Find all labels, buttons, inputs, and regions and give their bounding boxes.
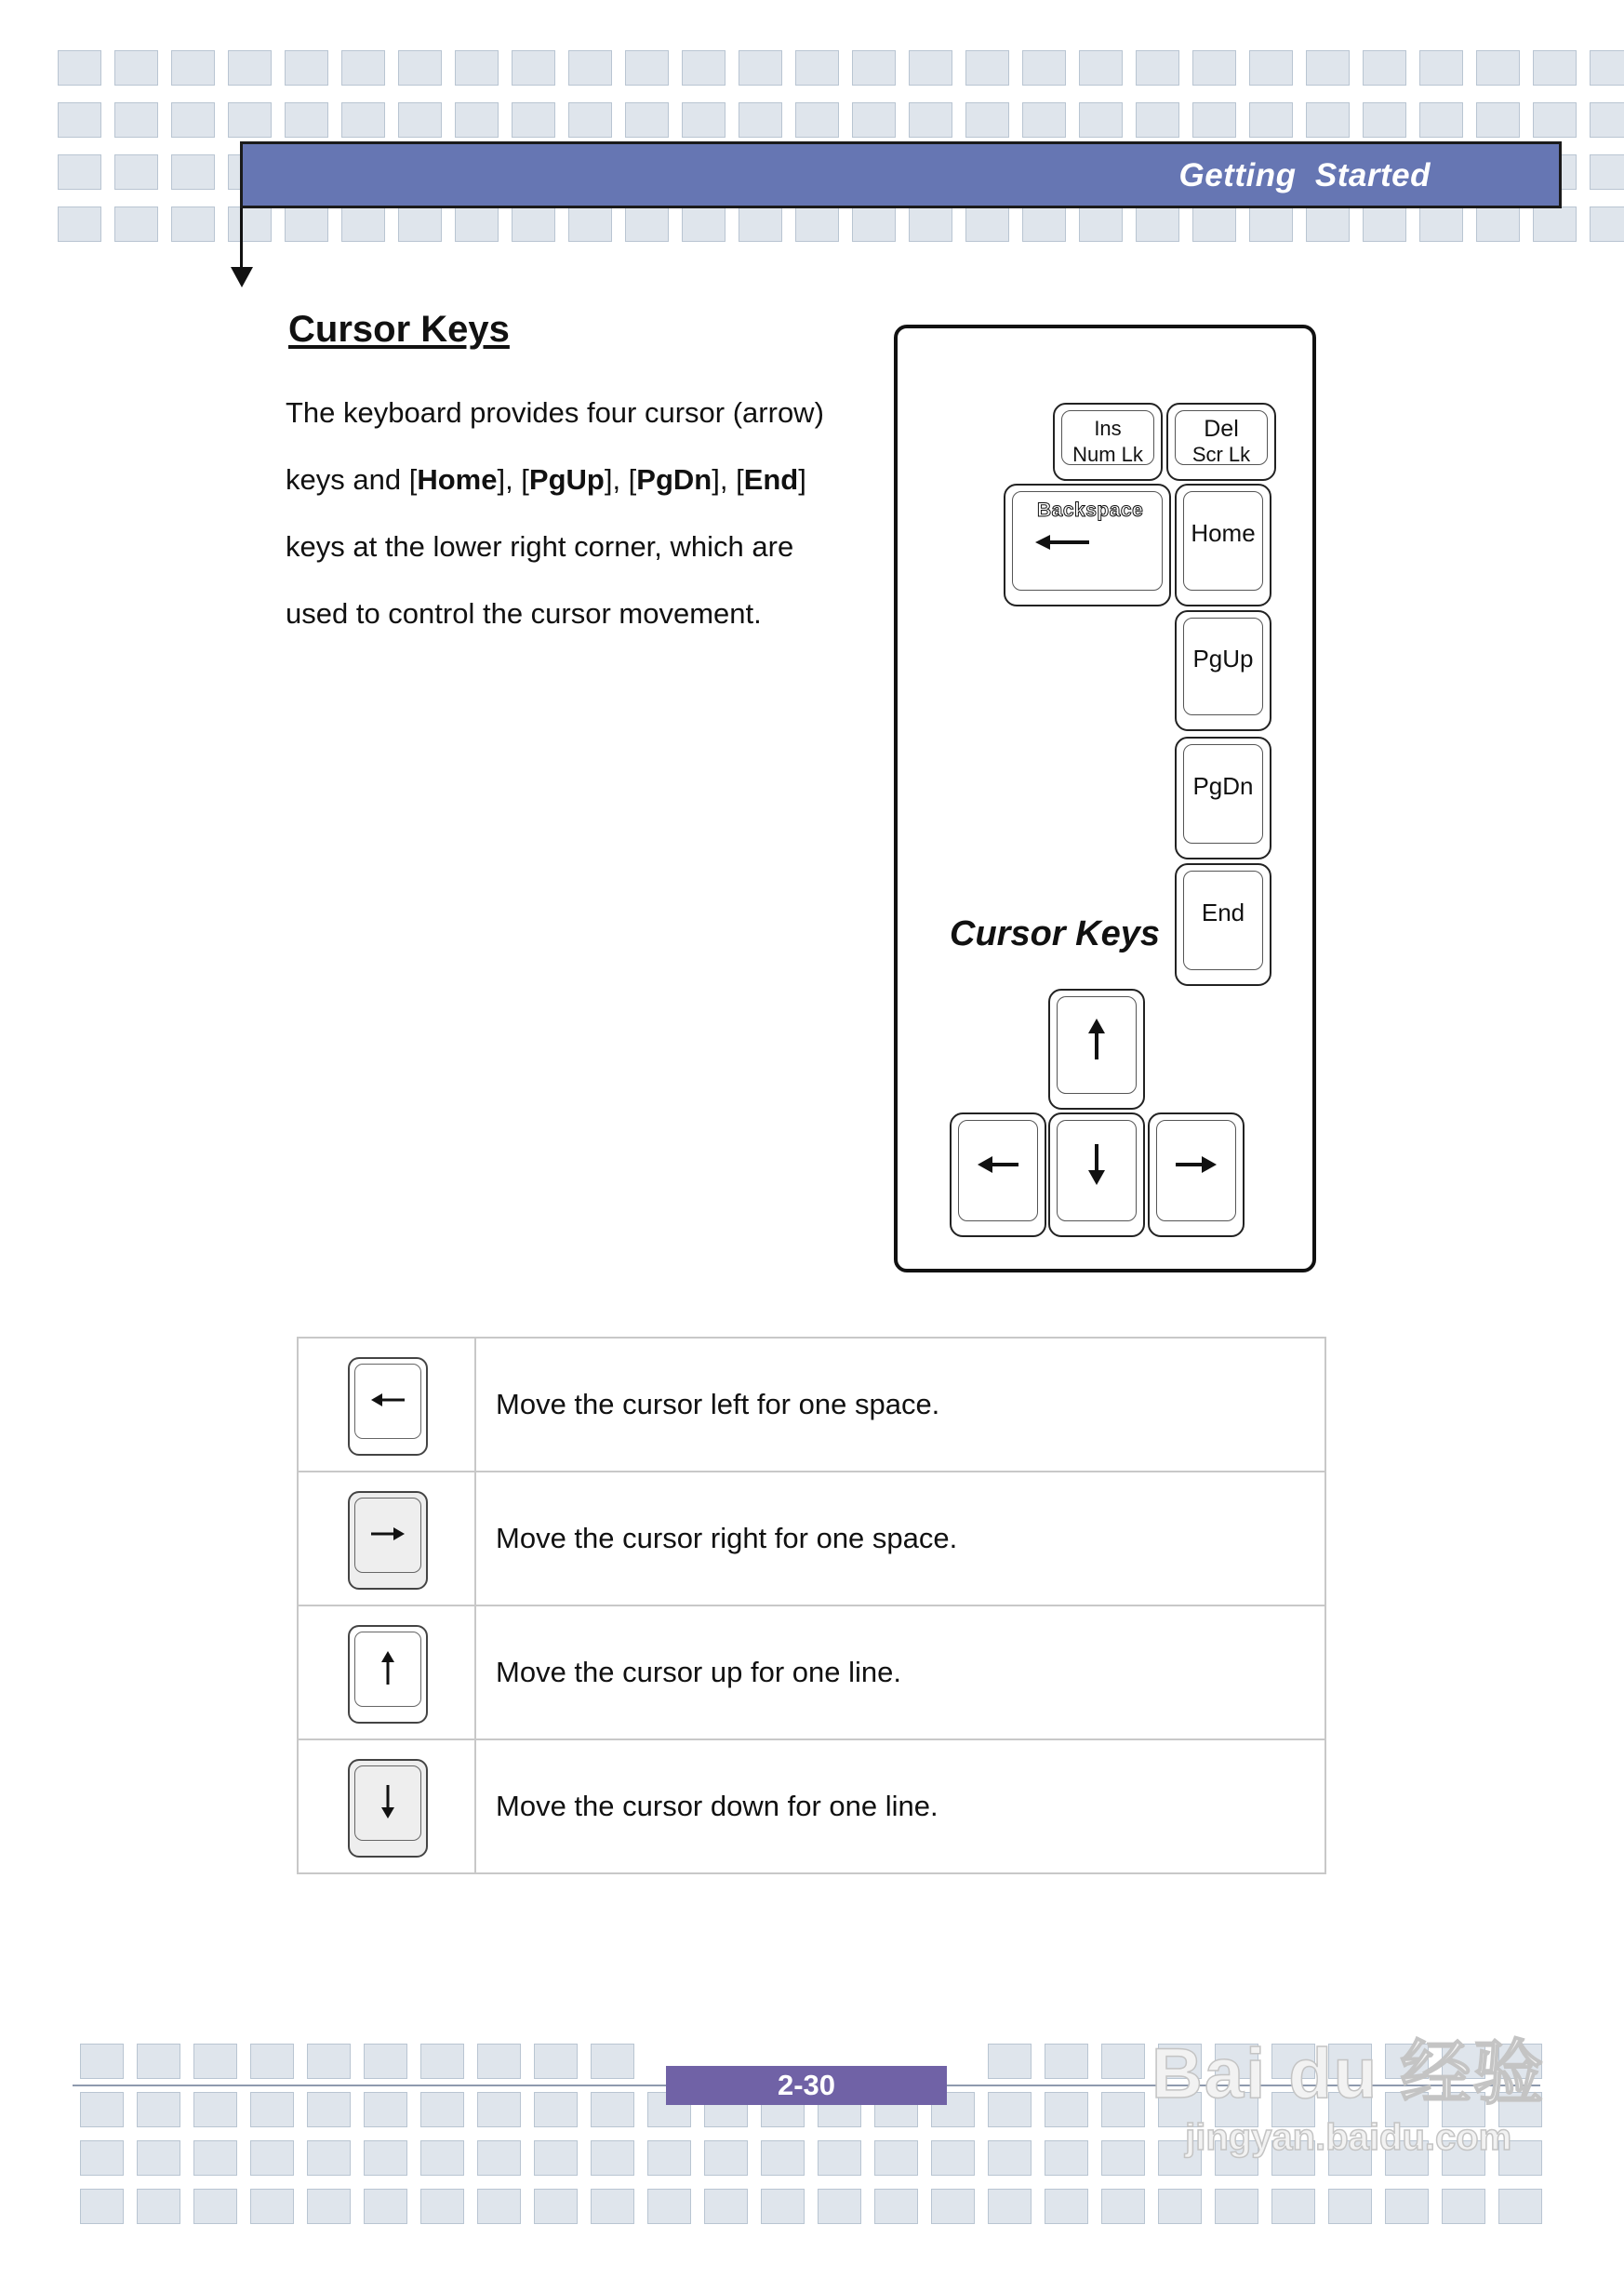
down-arrow-icon bbox=[1086, 1144, 1107, 1185]
decorative-tile bbox=[647, 2189, 691, 2224]
decorative-tile bbox=[477, 2044, 521, 2079]
decorative-tile bbox=[364, 2140, 407, 2176]
decorative-tile bbox=[1045, 2189, 1088, 2224]
decorative-tile bbox=[512, 50, 555, 86]
decorative-tile bbox=[114, 102, 158, 138]
decorative-tile bbox=[534, 2092, 578, 2127]
decorative-tile bbox=[591, 2092, 634, 2127]
decorative-tile bbox=[931, 2140, 975, 2176]
decorative-tile bbox=[534, 2044, 578, 2079]
decorative-tile bbox=[420, 2189, 464, 2224]
decorative-tile bbox=[1363, 206, 1406, 242]
decorative-tile bbox=[1022, 206, 1066, 242]
decorative-tile bbox=[1271, 2189, 1315, 2224]
description-cell: Move the cursor right for one space. bbox=[475, 1472, 1325, 1605]
decorative-tile bbox=[568, 206, 612, 242]
key-cell bbox=[298, 1605, 475, 1739]
ins-numlk-key bbox=[1053, 403, 1163, 481]
section-title: Getting Started bbox=[1178, 157, 1431, 193]
decorative-tile bbox=[1533, 50, 1577, 86]
page-number: 2-30 bbox=[666, 2066, 947, 2105]
end-key bbox=[1175, 863, 1271, 986]
decorative-tile bbox=[1590, 154, 1624, 190]
decorative-tile bbox=[228, 206, 272, 242]
table-row bbox=[298, 1338, 1325, 1472]
decorative-tile bbox=[1101, 2092, 1145, 2127]
decorative-tile bbox=[398, 50, 442, 86]
decorative-tile bbox=[965, 102, 1009, 138]
decorative-tile bbox=[1079, 50, 1123, 86]
decorative-tile bbox=[988, 2044, 1032, 2079]
key-label: Scr Lk bbox=[1191, 443, 1251, 466]
decorative-tile bbox=[1590, 102, 1624, 138]
decorative-tile bbox=[1045, 2044, 1088, 2079]
decorative-tile bbox=[761, 2140, 805, 2176]
decorative-tile bbox=[285, 102, 328, 138]
decorative-tile bbox=[364, 2044, 407, 2079]
decorative-tile bbox=[420, 2140, 464, 2176]
del-scrlk-key bbox=[1166, 403, 1276, 481]
decorative-tile bbox=[250, 2140, 294, 2176]
decorative-tile bbox=[58, 102, 101, 138]
decorative-tile bbox=[228, 102, 272, 138]
right-arrow-icon bbox=[1176, 1154, 1217, 1175]
right-arrow-key bbox=[1148, 1112, 1245, 1237]
decorative-tile bbox=[1249, 206, 1293, 242]
paragraph-text: ], [ bbox=[604, 463, 637, 496]
decorative-tile bbox=[80, 2044, 124, 2079]
page-heading: Cursor Keys bbox=[288, 309, 510, 350]
decorative-tile bbox=[114, 206, 158, 242]
watermark-logo-text: Bai du 经验 bbox=[1151, 2034, 1546, 2113]
decorative-tile bbox=[307, 2044, 351, 2079]
decorative-tile bbox=[761, 2189, 805, 2224]
decorative-tile bbox=[114, 50, 158, 86]
decorative-tile bbox=[1215, 2189, 1258, 2224]
decorative-tile bbox=[1045, 2140, 1088, 2176]
decorative-tile bbox=[512, 206, 555, 242]
decorative-tile bbox=[1136, 50, 1179, 86]
decorative-tile bbox=[931, 2189, 975, 2224]
decorative-tile bbox=[58, 206, 101, 242]
baidu-watermark bbox=[1151, 2032, 1545, 2159]
decorative-tile bbox=[420, 2092, 464, 2127]
decorative-tile bbox=[1328, 2189, 1372, 2224]
decorative-tile bbox=[909, 50, 952, 86]
pgup-key bbox=[1175, 610, 1271, 731]
decorative-tile bbox=[137, 2189, 180, 2224]
decorative-tile bbox=[171, 154, 215, 190]
decorative-tile bbox=[250, 2189, 294, 2224]
decorative-tile bbox=[1419, 206, 1463, 242]
decorative-tile bbox=[1079, 102, 1123, 138]
decorative-tile bbox=[1442, 2189, 1485, 2224]
decorative-tile bbox=[1533, 206, 1577, 242]
decorative-tile bbox=[1476, 50, 1520, 86]
left-arrow-key bbox=[950, 1112, 1046, 1237]
key-label: Ins bbox=[1094, 417, 1122, 440]
decorative-tile bbox=[874, 2189, 918, 2224]
key-label: End bbox=[1201, 899, 1245, 926]
decorative-tile bbox=[1192, 50, 1236, 86]
decorative-tile bbox=[795, 102, 839, 138]
decorative-tile bbox=[568, 102, 612, 138]
decorative-tile bbox=[477, 2189, 521, 2224]
decorative-tile bbox=[625, 50, 669, 86]
cursor-keys-table bbox=[297, 1337, 1326, 1874]
up-arrow-key bbox=[1048, 989, 1145, 1110]
decorative-tile bbox=[477, 2140, 521, 2176]
decorative-tile bbox=[364, 2189, 407, 2224]
key-label: PgUp bbox=[1192, 645, 1254, 673]
decorative-tile bbox=[1419, 50, 1463, 86]
decorative-tile bbox=[647, 2140, 691, 2176]
decorative-tile bbox=[364, 2092, 407, 2127]
description-cell: Move the cursor up for one line. bbox=[475, 1605, 1325, 1739]
table-row bbox=[298, 1472, 1325, 1605]
decorative-tile bbox=[455, 102, 499, 138]
decorative-tile bbox=[909, 206, 952, 242]
key-label: PgDn bbox=[1192, 772, 1254, 800]
decorative-tile bbox=[965, 50, 1009, 86]
key-label: Backspace bbox=[1037, 500, 1144, 521]
decorative-tile bbox=[1192, 102, 1236, 138]
header-bar bbox=[240, 141, 1562, 208]
pgdn-key bbox=[1175, 737, 1271, 859]
decorative-tile bbox=[477, 2092, 521, 2127]
decorative-tile bbox=[455, 50, 499, 86]
decorative-tile bbox=[250, 2044, 294, 2079]
paragraph-text: ], [ bbox=[497, 463, 529, 496]
decorative-tile bbox=[137, 2092, 180, 2127]
decorative-tile bbox=[285, 50, 328, 86]
decorative-tile bbox=[193, 2092, 237, 2127]
table-row bbox=[298, 1739, 1325, 1873]
decorative-tile bbox=[909, 102, 952, 138]
decorative-tile bbox=[193, 2189, 237, 2224]
key-label: Home bbox=[1191, 519, 1256, 547]
left-arrow-key-icon bbox=[348, 1357, 428, 1456]
decorative-tile bbox=[1192, 206, 1236, 242]
decorative-tile bbox=[1022, 102, 1066, 138]
decorative-tile bbox=[58, 50, 101, 86]
header-connector-line bbox=[240, 208, 243, 270]
decorative-tile bbox=[341, 102, 385, 138]
decorative-tile bbox=[1136, 206, 1179, 242]
decorative-tile bbox=[1476, 102, 1520, 138]
decorative-tile bbox=[1136, 102, 1179, 138]
decorative-tile bbox=[398, 102, 442, 138]
decorative-tile bbox=[795, 50, 839, 86]
decorative-tile bbox=[307, 2092, 351, 2127]
decorative-tile bbox=[1476, 206, 1520, 242]
decorative-tile bbox=[682, 206, 725, 242]
decorative-tile bbox=[341, 50, 385, 86]
decorative-tile bbox=[1101, 2044, 1145, 2079]
decorative-tile bbox=[171, 50, 215, 86]
decorative-tile bbox=[193, 2140, 237, 2176]
decorative-tile bbox=[114, 154, 158, 190]
pgup-key-ref: PgUp bbox=[528, 463, 605, 496]
decorative-tile bbox=[988, 2189, 1032, 2224]
decorative-tile bbox=[1590, 50, 1624, 86]
decorative-tile bbox=[818, 2140, 861, 2176]
decorative-tile bbox=[1249, 50, 1293, 86]
decorative-tile bbox=[704, 2140, 748, 2176]
decorative-tile bbox=[534, 2189, 578, 2224]
decorative-tile bbox=[1249, 102, 1293, 138]
description-cell: Move the cursor left for one space. bbox=[475, 1338, 1325, 1472]
decorative-tile bbox=[1101, 2189, 1145, 2224]
key-cell bbox=[298, 1739, 475, 1873]
decorative-tile bbox=[1363, 50, 1406, 86]
decorative-tile bbox=[704, 2189, 748, 2224]
decorative-tile bbox=[1385, 2189, 1429, 2224]
up-arrow-icon bbox=[1086, 1019, 1107, 1059]
home-key-ref: Home bbox=[417, 463, 498, 496]
down-arrow-key bbox=[1048, 1112, 1145, 1237]
decorative-tile bbox=[1079, 206, 1123, 242]
down-arrow-key-icon bbox=[348, 1759, 428, 1858]
key-label: Num Lk bbox=[1072, 443, 1143, 466]
up-arrow-key-icon bbox=[348, 1625, 428, 1724]
end-key-ref: End bbox=[743, 463, 799, 496]
decorative-tile bbox=[1306, 102, 1350, 138]
decorative-tile bbox=[341, 206, 385, 242]
decorative-tile bbox=[512, 102, 555, 138]
figure-caption: Cursor Keys bbox=[950, 914, 1160, 953]
backspace-key bbox=[1004, 484, 1171, 606]
decorative-tile bbox=[988, 2140, 1032, 2176]
decorative-tile bbox=[852, 206, 896, 242]
paragraph-text: ] keys at the lower right corner, which are used to control the cursor movement. bbox=[286, 463, 806, 630]
decorative-tile bbox=[625, 102, 669, 138]
decorative-tile bbox=[137, 2044, 180, 2079]
decorative-tile bbox=[965, 206, 1009, 242]
decorative-tile bbox=[1363, 102, 1406, 138]
decorative-tile bbox=[682, 102, 725, 138]
paragraph-text: The keyboard provides four cursor (arrow) keys and [ bbox=[286, 396, 824, 496]
decorative-tile bbox=[795, 206, 839, 242]
decorative-tile bbox=[818, 2189, 861, 2224]
decorative-tile bbox=[171, 102, 215, 138]
decorative-tile bbox=[1101, 2140, 1145, 2176]
decorative-tile bbox=[250, 2092, 294, 2127]
body-paragraph bbox=[286, 380, 862, 647]
decorative-tile bbox=[1533, 102, 1577, 138]
key-label: Del bbox=[1204, 416, 1239, 442]
decorative-tile bbox=[568, 50, 612, 86]
decorative-tile bbox=[171, 206, 215, 242]
decorative-tile bbox=[852, 102, 896, 138]
decorative-tile bbox=[1306, 50, 1350, 86]
decorative-tile bbox=[625, 206, 669, 242]
decorative-tile bbox=[874, 2140, 918, 2176]
decorative-tile bbox=[228, 50, 272, 86]
key-cell bbox=[298, 1338, 475, 1472]
decorative-tile bbox=[1419, 102, 1463, 138]
decorative-tile bbox=[58, 154, 101, 190]
decorative-tile bbox=[193, 2044, 237, 2079]
decorative-tile bbox=[1590, 206, 1624, 242]
pgdn-key-ref: PgDn bbox=[636, 463, 712, 496]
decorative-tile bbox=[1045, 2092, 1088, 2127]
left-arrow-icon bbox=[978, 1154, 1018, 1175]
decorative-tile bbox=[1498, 2189, 1542, 2224]
decorative-tile bbox=[682, 50, 725, 86]
decorative-tile bbox=[739, 102, 782, 138]
cursor-keys-figure bbox=[894, 325, 1316, 1272]
left-arrow-icon bbox=[1035, 532, 1091, 553]
decorative-tile bbox=[988, 2092, 1032, 2127]
decorative-tile bbox=[80, 2140, 124, 2176]
description-cell: Move the cursor down for one line. bbox=[475, 1739, 1325, 1873]
decorative-tile bbox=[307, 2189, 351, 2224]
decorative-tile bbox=[739, 206, 782, 242]
decorative-tile bbox=[1306, 206, 1350, 242]
decorative-tile bbox=[1158, 2189, 1202, 2224]
decorative-tile bbox=[852, 50, 896, 86]
key-cell bbox=[298, 1472, 475, 1605]
decorative-tile bbox=[80, 2189, 124, 2224]
decorative-tile bbox=[398, 206, 442, 242]
decorative-tile bbox=[137, 2140, 180, 2176]
decorative-tile bbox=[455, 206, 499, 242]
decorative-tile bbox=[1022, 50, 1066, 86]
decorative-tile bbox=[80, 2092, 124, 2127]
decorative-tile bbox=[420, 2044, 464, 2079]
decorative-tile bbox=[591, 2044, 634, 2079]
table-row bbox=[298, 1605, 1325, 1739]
decorative-tile bbox=[739, 50, 782, 86]
watermark-url: jingyan.baidu.com bbox=[1185, 2117, 1512, 2158]
decorative-tile bbox=[591, 2140, 634, 2176]
decorative-tile bbox=[307, 2140, 351, 2176]
right-arrow-key-icon bbox=[348, 1491, 428, 1590]
home-key bbox=[1175, 484, 1271, 606]
decorative-tile bbox=[285, 206, 328, 242]
header-down-arrow-icon bbox=[231, 267, 253, 287]
paragraph-text: ], [ bbox=[712, 463, 744, 496]
decorative-tile bbox=[591, 2189, 634, 2224]
decorative-tile bbox=[534, 2140, 578, 2176]
